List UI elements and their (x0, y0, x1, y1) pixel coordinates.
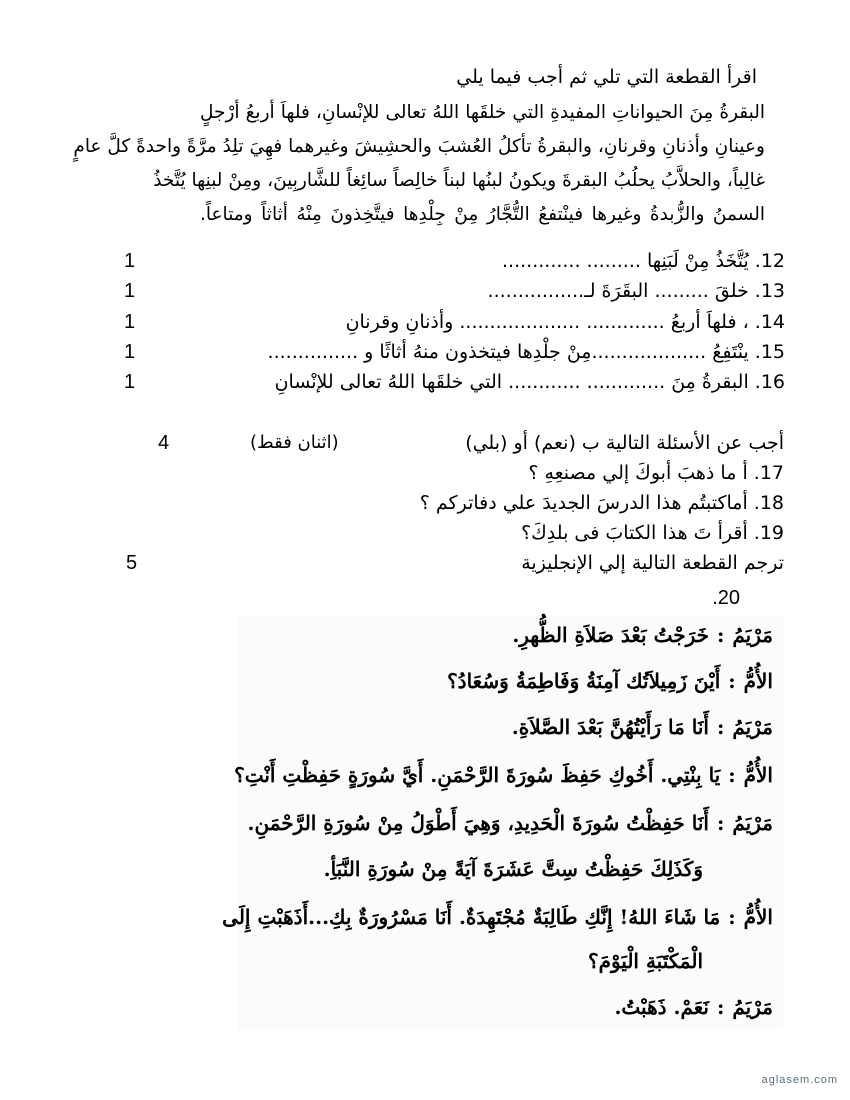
dialogue-text: أَيْنَ زَمِيلاَتُك آمِنَةُ وَفَاطِمَةُ وَسُعَادُ؟ (447, 669, 721, 693)
dialogue-line: مَرْيَمُ:خَرَجْتُ بَعْدَ صَلاَةِ الظُّهرِ. (512, 623, 773, 647)
question-15 (120, 341, 785, 371)
reading-instruction: اقرأ القطعة التي تلي ثم أجب فيما يلي (456, 66, 757, 88)
yes-no-mark: 4 (158, 432, 170, 454)
question-12 (120, 250, 785, 280)
dialogue-speaker: مَرْيَمُ (732, 811, 773, 835)
question-13 (120, 280, 785, 310)
question-18: 18. أماكتبتُم هذا الدرسَ الجديدَ علي دفاتركم ؟ (419, 492, 784, 514)
question-text: 14. ، فلهاَ أربعُ ............. .................... وأذنانِ وقرنانِ (345, 311, 785, 333)
dialogue-speaker: مَرْيَمُ (732, 995, 773, 1019)
question-16 (120, 371, 785, 401)
question-text: 16. البقرةُ مِنَ ............. ............ التي خلقَها اللهُ تعالى للإنْسانِ (274, 371, 785, 393)
dialogue-text: الْمَكْتَبَةِ الْيَوْمَ؟ (587, 949, 703, 973)
source-watermark[interactable]: aglasem.com (761, 1074, 838, 1086)
question-20-number: .20 (712, 587, 740, 609)
question-mark: 1 (124, 371, 136, 393)
question-text: 12. يُتَّخَذُ مِنْ لَبَنِها ......... ............. (502, 250, 785, 272)
dialogue-line (588, 949, 703, 973)
question-17: 17. أ ما ذهبَ أبوكَ إلي مصنعِهِ ؟ (528, 462, 784, 484)
dialogue-text: نَعَمْ. ذَهَبْتُ. (614, 995, 709, 1019)
dialogue-image (222, 615, 783, 1030)
dialogue-speaker: الأُمُّ (743, 669, 773, 693)
yes-no-instruction: أجب عن الأسئلة التالية ب (نعم) أو (بلي) (465, 432, 784, 454)
dialogue-text: يَا بِنْتِي. أَخُوكِ حَفِظَ سُورَةَ الرَّحْمَنِ. أَيَّ سُورَةٍ حَفِظْتِ أَنْتِ؟ (234, 763, 721, 787)
dialogue-text: وَكَذَلِكَ حَفِظْتُ سِتَّ عَشَرَةَ آيَةً مِنْ سُورَةِ النَّبَأِ. (323, 857, 703, 881)
question-text: 13. خلقَ ......... البقَرَةَ لـ................ (487, 280, 785, 302)
dialogue-speaker: الأُمُّ (743, 905, 773, 929)
passage-line: وعينانِ وأذنانِ وقرنانِ، والبقرةُ تأكلُ العُشبَ والحشِيشَ وغيرهما فهِيَ تلِدُ مرَّةً واحدةً كلَّ عامٍ (73, 136, 765, 157)
dialogue-text: أَنَا حَفِظْتُ سُورَةَ الْحَدِيدِ، وَهِيَ أَطْوَلُ مِنْ سُورَةِ الرَّحْمَنِ. (247, 811, 709, 835)
translation-mark: 5 (126, 552, 138, 574)
question-mark: 1 (124, 341, 136, 363)
translation-instruction: ترجم القطعة التالية إلي الإنجليزية (521, 552, 784, 574)
question-text: 15. ينْتَفِعُ ...................مِنْ جلْدِها فيتخذون منهُ أثاثًا و ............... (267, 341, 785, 363)
question-14 (120, 311, 785, 341)
dialogue-text: خَرَجْتُ بَعْدَ صَلاَةِ الظُّهرِ. (512, 623, 709, 647)
question-mark: 1 (124, 311, 136, 333)
passage-line: البقرةُ مِنَ الحيواناتِ المفيدةِ التي خلقَها اللهُ تعالى للإنْسانِ، فلهاَ أربعُ أرْجلٍ (200, 102, 765, 123)
yes-no-note: (اثنان فقط) (250, 432, 339, 453)
question-19: 19. أقرأ تَ هذا الكتابَ فى بلدِكَ؟ (521, 522, 784, 544)
passage-line: غالِباً، والحلاَّبُ يحلُبُ البقرةَ ويكونُ لبنُها لبناً خالِصاً سائِغاً للشَّاربِينَ، ومِنْ لبنِها يُتَّخذُ (153, 170, 765, 191)
dialogue-text: أَنَا مَا رَأَيْتُهُنَّ بَعْدَ الصَّلاَةِ. (511, 715, 709, 739)
question-mark: 1 (124, 280, 136, 302)
question-mark: 1 (124, 250, 136, 272)
dialogue-speaker: مَرْيَمُ (732, 623, 773, 647)
dialogue-line: مَرْيَمُ:أَنَا مَا رَأَيْتُهُنَّ بَعْدَ الصَّلاَةِ. (511, 715, 773, 739)
dialogue-line: الأُمُّ:يَا بِنْتِي. أَخُوكِ حَفِظَ سُورَةَ الرَّحْمَنِ. أَيَّ سُورَةٍ حَفِظْتِ أَنْتِ؟ (234, 763, 773, 787)
passage-line: السمنُ والزُّبدةُ وغيرها فينْتفعُ التُّجَّارُ مِنْ جِلْدِها فيتَّخِذونَ مِنْهُ أثاثاً ومتاعاً. (200, 204, 765, 225)
reading-passage (73, 96, 765, 232)
dialogue-text: مَا شَاءَ اللهُ! إِنَّكِ طَالِبَةٌ مُجْتَهِدَةٌ. أَنَا مَسْرُورَةٌ بِكِ...أَذَهَبْتِ إِلَى (222, 905, 721, 929)
dialogue-line: الأُمُّ:أَيْنَ زَمِيلاَتُك آمِنَةُ وَفَاطِمَةُ وَسُعَادُ؟ (447, 669, 773, 693)
dialogue-speaker: الأُمُّ (743, 763, 773, 787)
dialogue-line: مَرْيَمُ:نَعَمْ. ذَهَبْتُ. (614, 995, 773, 1019)
dialogue-line (324, 857, 703, 881)
dialogue-line: مَرْيَمُ:أَنَا حَفِظْتُ سُورَةَ الْحَدِيدِ، وَهِيَ أَطْوَلُ مِنْ سُورَةِ الرَّحْمَنِ. (247, 811, 773, 835)
dialogue-speaker: مَرْيَمُ (732, 715, 773, 739)
dialogue-line: الأُمُّ:مَا شَاءَ اللهُ! إِنَّكِ طَالِبَةٌ مُجْتَهِدَةٌ. أَنَا مَسْرُورَةٌ بِكِ...أَذَهَبْتِ إِلَى (222, 905, 773, 929)
